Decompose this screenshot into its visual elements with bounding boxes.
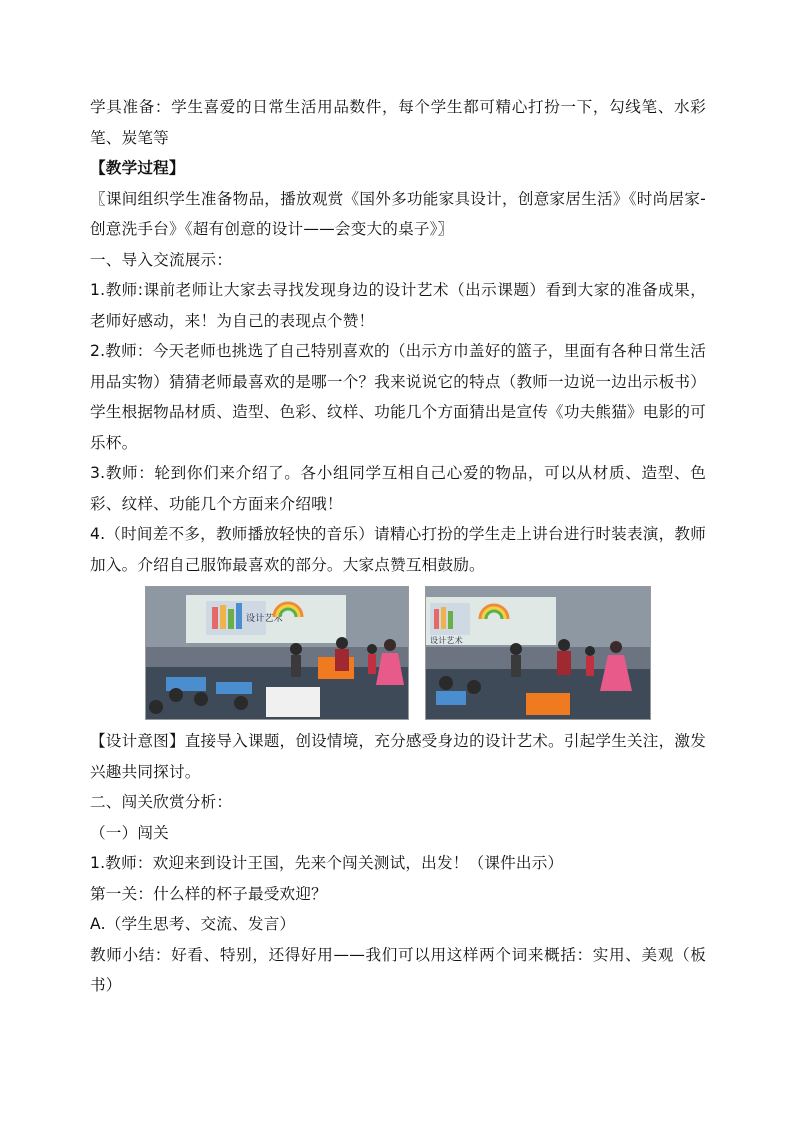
challenge-step-1-paragraph: 1.教师：欢迎来到设计王国，先来个闯关测试，出发！（课件出示） bbox=[90, 854, 564, 872]
screen-text-right: 设计艺术 bbox=[430, 636, 463, 645]
screen-text-left: 设计艺术 bbox=[246, 614, 283, 624]
step-4-paragraph: 4.（时间差不多，教师播放轻快的音乐）请精心打扮的学生走上讲台进行时装表演，教师加入。介绍自己服饰最喜欢的部分。大家点赞互相鼓励。 bbox=[90, 525, 706, 574]
document-body bbox=[90, 92, 706, 1001]
design-intent-paragraph: 【设计意图】直接导入课题，创设情境，充分感受身边的设计艺术。引起学生关注，激发兴趣共同探讨。 bbox=[90, 732, 706, 781]
level-one-question: 第一关：什么样的杯子最受欢迎？ bbox=[90, 884, 327, 903]
classroom-photo-right-image bbox=[426, 587, 650, 719]
materials-paragraph: 学具准备：学生喜爱的日常生活用品数件，每个学生都可精心打扮一下，勾线笔、水彩笔、炭笔等 bbox=[90, 98, 706, 147]
classroom-photos bbox=[145, 586, 706, 720]
section-heading-intro: 一、导入交流展示： bbox=[90, 250, 233, 269]
classroom-photo-left bbox=[145, 586, 409, 720]
section-heading-challenge: 二、闯关欣赏分析： bbox=[90, 793, 233, 811]
step-3-paragraph: 3.教师：轮到你们来介绍了。各小组同学互相自己心爱的物品，可以从材质、造型、色彩、纹样、功能几个方面来介绍哦！ bbox=[90, 464, 706, 513]
step-1-paragraph: 1.教师:课前老师让大家去寻找发现身边的设计艺术（出示课题）看到大家的准备成果，老师好感动，来！为自己的表现点个赞！ bbox=[90, 281, 706, 330]
teacher-summary-paragraph: 教师小结：好看、特别，还得好用——我们可以用这样两个词来概括：实用、美观（板书） bbox=[90, 945, 706, 994]
classroom-photo-right bbox=[425, 586, 651, 720]
section-heading-teaching-process: 【教学过程】 bbox=[90, 159, 185, 177]
video-note-paragraph: 〖课间组织学生准备物品，播放观赏《国外多功能家具设计，创意家居生活》《时尚居家-创意洗手台》《超有创意的设计——会变大的桌子》〗 bbox=[90, 189, 706, 238]
activity-a-paragraph: A.（学生思考、交流、发言） bbox=[90, 915, 296, 933]
classroom-photo-left-image bbox=[146, 587, 408, 719]
step-2-paragraph: 2.教师：今天老师也挑选了自己特别喜欢的（出示方巾盖好的篮子，里面有各种日常生活用品实物）猜猜老师最喜欢的是哪一个？我来说说它的特点（教师一边说一边出示板书）学生根据物品材质、造型、色彩、纹样、功能几个方面猜出是宣传《功夫熊猫》电影的可乐杯。 bbox=[90, 342, 706, 452]
subsection-heading-challenge: （一）闯关 bbox=[90, 823, 169, 842]
